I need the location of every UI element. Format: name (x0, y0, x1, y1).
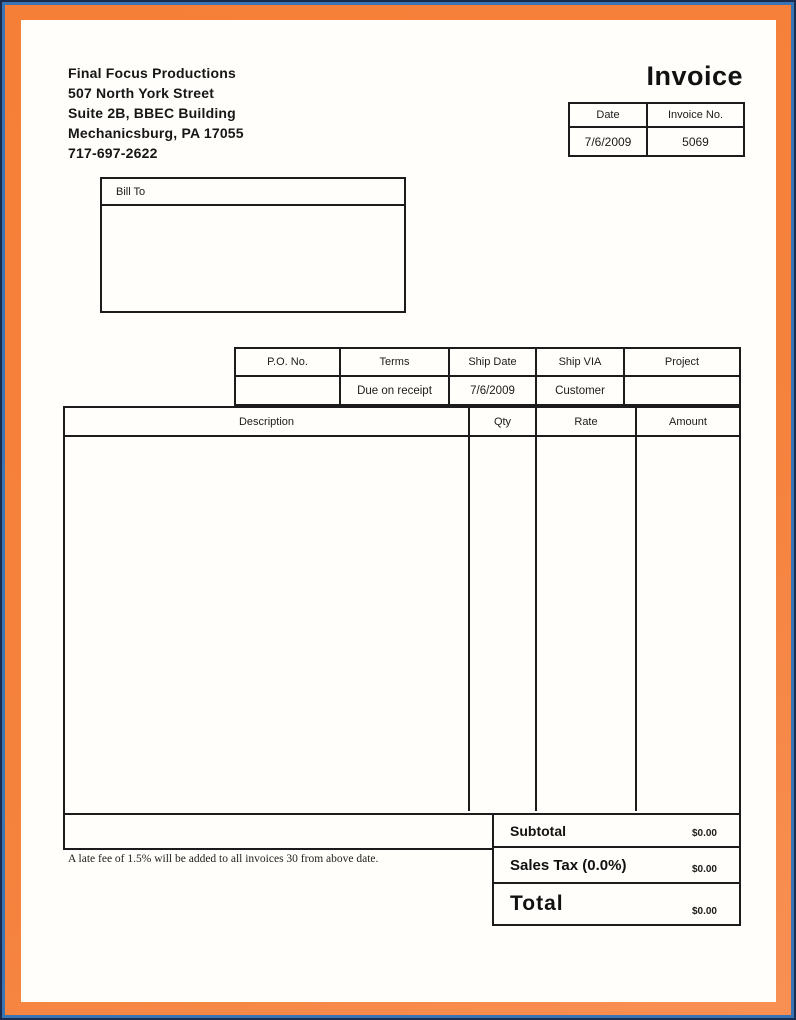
invoice-date-value: 7/6/2009 (570, 128, 648, 155)
project-header: Project (625, 349, 739, 377)
sales-tax-label: Sales Tax (0.0%) (510, 856, 627, 874)
bill-to-label: Bill To (102, 179, 404, 206)
amount-header: Amount (669, 415, 707, 428)
bill-to-box (100, 177, 406, 313)
ship-via-header: Ship VIA (537, 349, 625, 377)
company-address-line-2: Suite 2B, BBEC Building (68, 105, 236, 121)
line-items-footer-strip (63, 815, 492, 850)
invoice-title: Invoice (646, 61, 743, 91)
po-no-header: P.O. No. (236, 349, 341, 377)
company-address-line-1: 507 North York Street (68, 85, 215, 101)
date-column-header: Date (570, 104, 648, 128)
qty-header: Qty (470, 408, 537, 435)
late-fee-note: A late fee of 1.5% will be added to all invoices 30 from above date. (68, 853, 379, 865)
company-info (68, 63, 244, 163)
qty-column (470, 437, 537, 811)
subtotal-row (494, 815, 739, 848)
sales-tax-value: $0.00 (691, 864, 717, 875)
rate-column (537, 437, 637, 811)
total-row (494, 884, 739, 924)
subtotal-label: Subtotal (510, 822, 566, 839)
rate-header: Rate (537, 408, 637, 435)
line-items-header-row (65, 408, 739, 437)
totals-table (492, 813, 741, 926)
description-column (65, 437, 470, 811)
company-address-line-3: Mechanicsburg, PA 17055 (68, 125, 244, 141)
invoice-no-column-header: Invoice No. (648, 104, 743, 128)
po-no-value (236, 377, 341, 404)
company-phone: 717-697-2622 (68, 145, 158, 161)
ship-date-header: Ship Date (450, 349, 537, 377)
line-items-table (63, 406, 741, 815)
amount-column (637, 437, 739, 811)
order-info-table (234, 347, 741, 406)
invoice-number-value: 5069 (682, 134, 709, 149)
total-label: Total (510, 892, 564, 915)
invoice-meta-table (568, 102, 745, 157)
description-header: Description (65, 408, 470, 435)
terms-header: Terms (341, 349, 450, 377)
company-name: Final Focus Productions (68, 65, 236, 81)
total-value: $0.00 (691, 906, 717, 917)
line-items-body (65, 437, 739, 811)
sales-tax-row (494, 848, 739, 884)
ship-date-value: 7/6/2009 (450, 377, 537, 404)
bill-to-entry-area (102, 206, 404, 309)
terms-value: Due on receipt (341, 377, 450, 404)
subtotal-value: $0.00 (691, 828, 717, 839)
ship-via-value: Customer (537, 377, 625, 404)
project-value (625, 377, 739, 404)
